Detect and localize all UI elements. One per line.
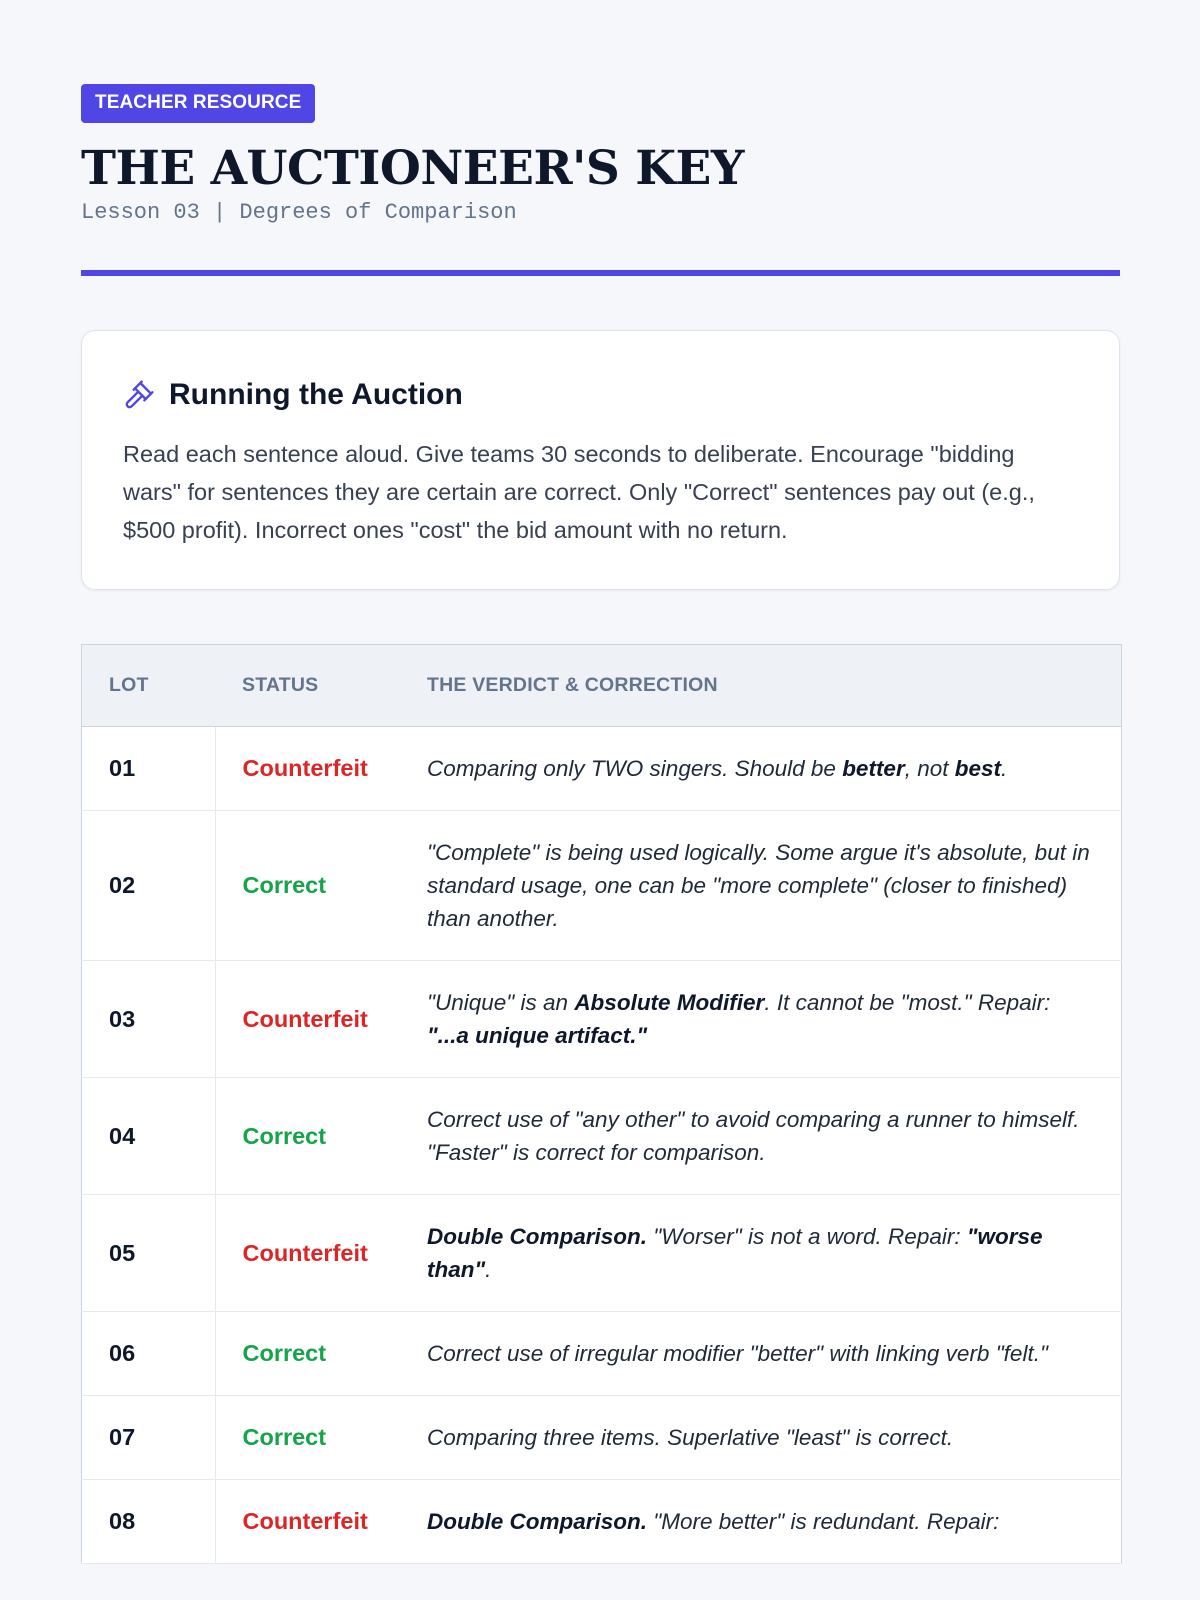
column-header-status: STATUS — [215, 645, 427, 727]
verdict-segment: . It cannot be "most." Repair: — [764, 990, 1051, 1015]
verdict-segment: , not — [904, 756, 955, 781]
verdict-segment: Comparing three items. Superlative "least" is correct. — [427, 1425, 954, 1450]
verdict-segment: . — [1001, 756, 1008, 781]
gavel-icon — [123, 379, 155, 411]
verdict-segment: Comparing only TWO singers. Should be — [427, 756, 843, 781]
verdict-text — [427, 811, 1122, 961]
lot-number: 02 — [82, 811, 216, 961]
column-header-verdict: THE VERDICT & CORRECTION — [427, 645, 1122, 727]
status-label: Correct — [215, 1078, 427, 1195]
verdict-emphasis: best — [954, 756, 1002, 781]
teacher-resource-badge: TEACHER RESOURCE — [81, 84, 315, 123]
table-header-row — [82, 645, 1122, 727]
status-label: Counterfeit — [215, 1480, 427, 1564]
status-label: Counterfeit — [215, 1195, 427, 1312]
instructions-body: Read each sentence aloud. Give teams 30 seconds to deliberate. Encourage "bidding wars" for sentences they are certain are correct. Only "Correct" sentences pay out (e.g., $500 profit). Incorrect ones "cost" the bid amount with no return. — [123, 441, 1035, 543]
verdict-text — [427, 1480, 1122, 1564]
verdict-text — [427, 1195, 1122, 1312]
verdict-emphasis: Absolute Modifier — [574, 990, 765, 1015]
table-row — [82, 1312, 1122, 1396]
instructions-header — [123, 377, 1078, 413]
lot-number: 01 — [82, 727, 216, 811]
column-header-lot: LOT — [82, 645, 216, 727]
status-label: Correct — [215, 811, 427, 961]
instructions-title: Running the Auction — [169, 378, 463, 411]
lot-number: 08 — [82, 1480, 216, 1564]
verdict-segment: Correct use of "any other" to avoid comparing a runner to himself. "Faster" is correct for comparison. — [427, 1107, 1080, 1165]
table-row — [82, 1396, 1122, 1480]
verdict-text — [427, 1312, 1122, 1396]
table-row — [82, 811, 1122, 961]
verdict-segment: "More better" is redundant. Repair: — [647, 1509, 1000, 1534]
verdict-segment: . — [485, 1257, 492, 1282]
status-label: Correct — [215, 1396, 427, 1480]
verdict-emphasis: better — [842, 756, 905, 781]
verdict-text — [427, 961, 1122, 1078]
verdict-emphasis: Double Comparison. — [427, 1224, 648, 1249]
verdict-emphasis: "worse than" — [427, 1224, 1043, 1282]
table-row — [82, 1078, 1122, 1195]
lot-number: 06 — [82, 1312, 216, 1396]
verdict-text — [427, 727, 1122, 811]
status-label: Counterfeit — [215, 727, 427, 811]
verdict-emphasis: Double Comparison. — [427, 1509, 648, 1534]
lot-number: 05 — [82, 1195, 216, 1312]
verdict-segment: "Worser" is not a word. Repair: — [647, 1224, 967, 1249]
instructions-card — [81, 330, 1120, 590]
page-subtitle: Lesson 03 | Degrees of Comparison — [81, 200, 517, 225]
table-row — [82, 1195, 1122, 1312]
header-divider — [81, 270, 1120, 276]
verdict-segment: "Complete" is being used logically. Some argue it's absolute, but in standard usage, one can be "more complete" (closer to finished) than another. — [427, 840, 1090, 931]
lot-number: 03 — [82, 961, 216, 1078]
answer-key-table — [81, 644, 1122, 1564]
verdict-segment: "Unique" is an — [427, 990, 575, 1015]
lot-number: 04 — [82, 1078, 216, 1195]
verdict-text — [427, 1396, 1122, 1480]
table-body — [82, 727, 1122, 1564]
verdict-text — [427, 1078, 1122, 1195]
status-label: Correct — [215, 1312, 427, 1396]
status-label: Counterfeit — [215, 961, 427, 1078]
lot-number: 07 — [82, 1396, 216, 1480]
table-row — [82, 727, 1122, 811]
table-row — [82, 961, 1122, 1078]
page — [81, 84, 1120, 1564]
verdict-emphasis: "...a unique artifact." — [427, 1023, 648, 1048]
table-row — [82, 1480, 1122, 1564]
verdict-segment: Correct use of irregular modifier "better" with linking verb "felt." — [427, 1341, 1048, 1366]
page-title: THE AUCTIONEER'S KEY — [81, 141, 744, 196]
